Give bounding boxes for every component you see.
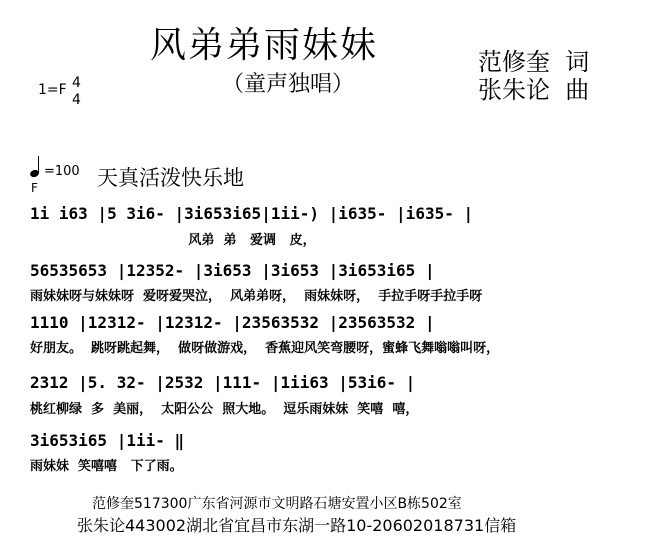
clef-letter: F xyxy=(31,181,38,195)
tempo-marking: =100 xyxy=(44,164,80,179)
notation-row-4: 2312 |5. 32- |2532 |111- |1ii63 |53i6- | xyxy=(30,373,416,392)
notation-row-3: 1110 |12312- |12312- |23563532 |23563532 | xyxy=(30,313,435,332)
meter-top: 4 xyxy=(72,75,81,91)
composer-credit: 张朱论 曲 xyxy=(478,76,590,104)
lyrics-row-4: 桃红柳绿 多 美丽， 太阳公公 照大地。 逗乐雨妹妹 笑嘻 嘻， xyxy=(30,402,419,417)
notation-row-5: 3i653i65 |1ii- ‖ xyxy=(30,431,185,450)
notation-row-1: 1i i63 |5 3i6- |3i653i65|1ii-) |i635- |i635- | xyxy=(30,204,474,223)
lyricist-credit: 范修奎 词 xyxy=(478,48,590,76)
lyrics-row-1: 风弟 弟 爱调 皮， xyxy=(30,233,316,248)
lyrics-row-2: 雨妹妹呀与妹妹呀 爱呀爱哭泣， 风弟弟呀， 雨妹妹呀， 手拉手呀手拉手呀 xyxy=(30,289,483,304)
notation-row-2: 56535653 |12352- |3i653 |3i653 |3i653i65 | xyxy=(30,261,435,280)
song-title: 风弟弟雨妹妹 xyxy=(150,25,379,66)
key-signature: 1=F xyxy=(38,82,67,98)
song-subtitle: （童声独唱） xyxy=(222,72,355,97)
footer-address-1: 范修奎517300广东省河源市文明路石塘安置小区B栋502室 xyxy=(92,496,462,512)
lyrics-row-5: 雨妹妹 笑嘻嘻 下了雨。 xyxy=(30,459,183,474)
quarter-note-stem xyxy=(38,156,39,173)
footer-address-2: 张朱论443002湖北省宜昌市东湖一路10-20602018731信箱 xyxy=(77,516,517,535)
meter-bottom: 4 xyxy=(72,92,81,108)
tempo-expression: 天真活泼快乐地 xyxy=(97,166,244,190)
lyrics-row-3: 好朋友。 跳呀跳起舞， 做呀做游戏， 香蕉迎风笑弯腰呀，蜜蜂飞舞嗡嗡叫呀， xyxy=(30,341,500,356)
